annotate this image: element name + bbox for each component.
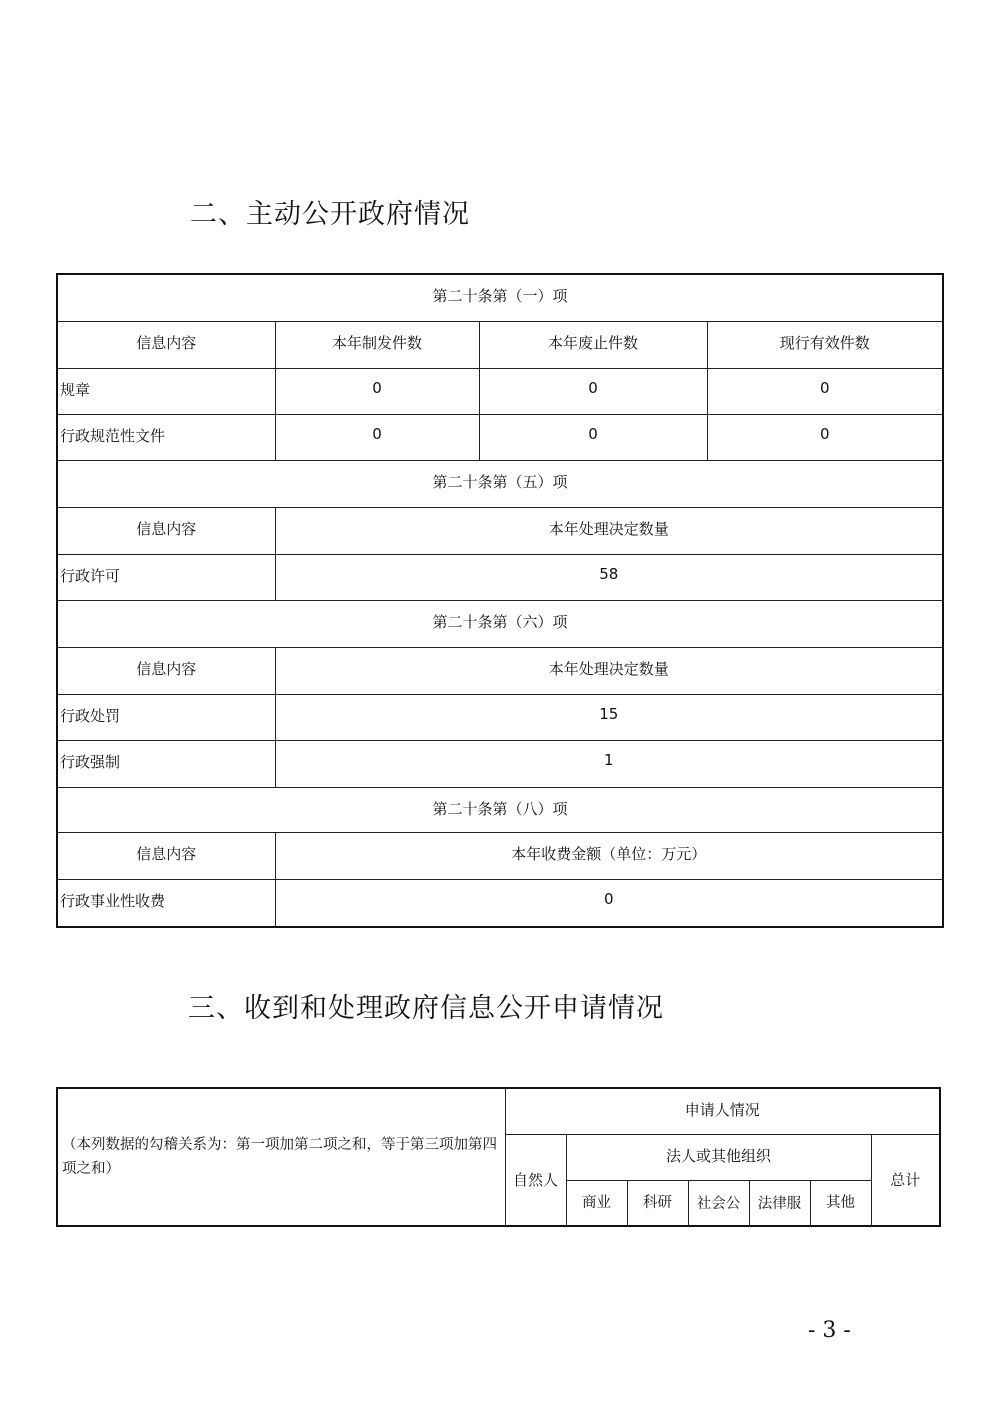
row-label-normative-docs: 行政规范性文件: [57, 414, 275, 460]
block8-header-fee: 本年收费金额（单位：万元）: [275, 832, 943, 879]
block6-header-count: 本年处理决定数量: [275, 647, 943, 694]
block8-header-content: 信息内容: [57, 832, 275, 879]
rules-abolished: 0: [479, 368, 707, 414]
block1-title: 第二十条第（一）项: [57, 274, 943, 321]
row-label-enforcement: 行政强制: [57, 740, 275, 787]
block1-header-issued: 本年制发件数: [275, 321, 479, 368]
application-table: [56, 1087, 941, 1227]
applicant-header: 申请人情况: [505, 1088, 940, 1134]
fee-amount: 0: [275, 879, 943, 927]
block5-header-count: 本年处理决定数量: [275, 507, 943, 554]
natural-person-header: 自然人: [505, 1134, 566, 1226]
block5-header-content: 信息内容: [57, 507, 275, 554]
sub-col-research: 科研: [627, 1180, 688, 1226]
enforcement-count: 1: [275, 740, 943, 787]
total-header: 总计: [871, 1134, 940, 1226]
normative-abolished: 0: [479, 414, 707, 460]
block5-title: 第二十条第（五）项: [57, 460, 943, 507]
section-heading-3: 三、收到和处理政府信息公开申请情况: [188, 993, 664, 1024]
sub-col-social: 社会公: [688, 1180, 749, 1226]
penalty-count: 15: [275, 694, 943, 740]
block1-header-content: 信息内容: [57, 321, 275, 368]
block8-title: 第二十条第（八）项: [57, 787, 943, 832]
block1-header-abolished: 本年废止件数: [479, 321, 707, 368]
row-label-penalty: 行政处罚: [57, 694, 275, 740]
row-label-rules: 规章: [57, 368, 275, 414]
license-count: 58: [275, 554, 943, 600]
calc-note: （本列数据的勾稽关系为：第一项加第二项之和，等于第三项加第四项之和）: [57, 1088, 505, 1226]
sub-col-legal: 法律服: [749, 1180, 810, 1226]
active-disclosure-table: [56, 273, 944, 928]
page-number: - 3 -: [808, 1318, 851, 1343]
row-label-license: 行政许可: [57, 554, 275, 600]
row-label-fee: 行政事业性收费: [57, 879, 275, 927]
normative-valid: 0: [707, 414, 943, 460]
sub-col-other: 其他: [810, 1180, 871, 1226]
normative-issued: 0: [275, 414, 479, 460]
block1-header-valid: 现行有效件数: [707, 321, 943, 368]
block6-header-content: 信息内容: [57, 647, 275, 694]
block6-title: 第二十条第（六）项: [57, 600, 943, 647]
section-heading-2: 二、主动公开政府情况: [190, 199, 470, 230]
sub-col-business: 商业: [566, 1180, 627, 1226]
legal-group-header: 法人或其他组织: [566, 1134, 871, 1180]
rules-valid: 0: [707, 368, 943, 414]
rules-issued: 0: [275, 368, 479, 414]
